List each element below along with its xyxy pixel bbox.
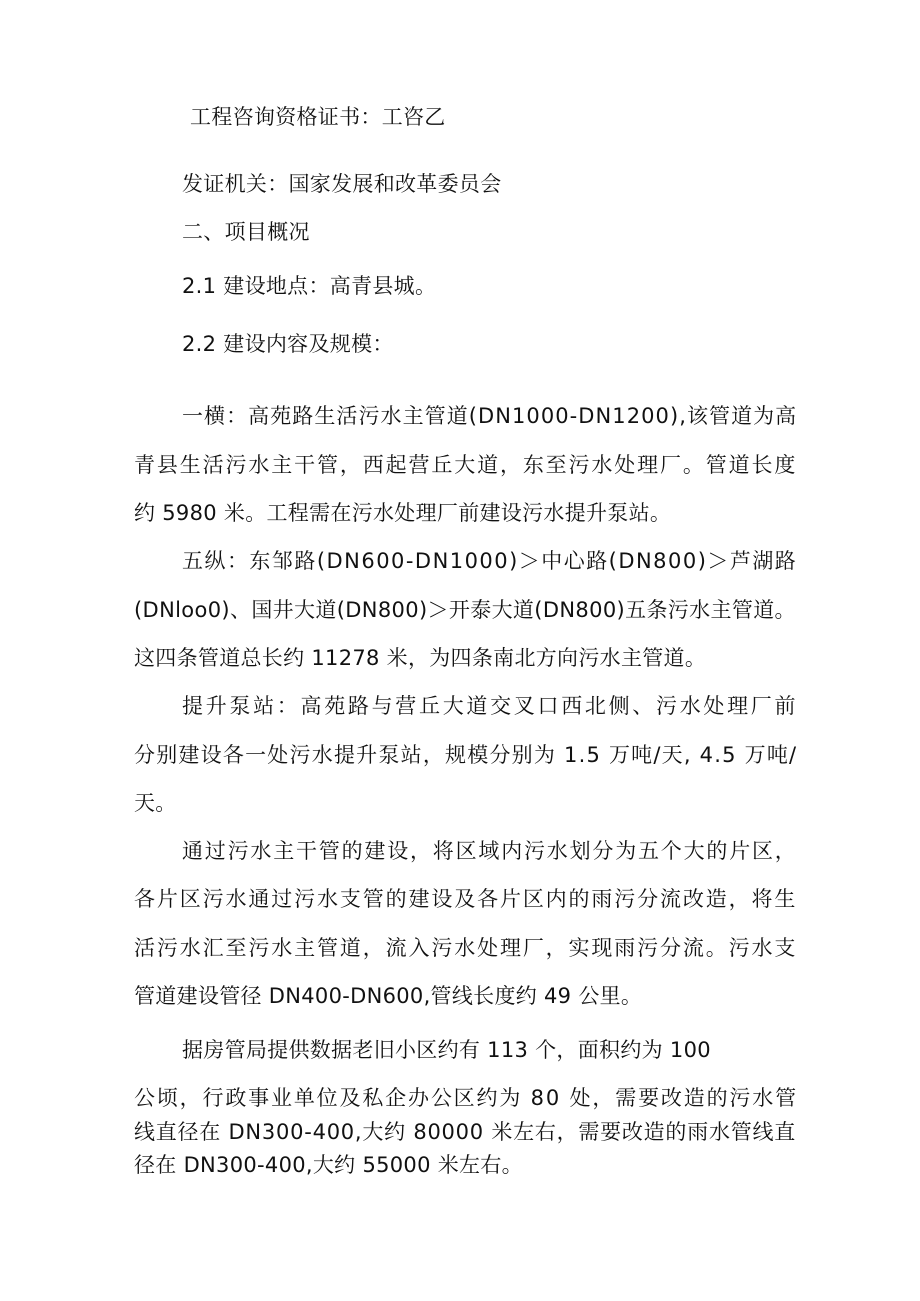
paragraph-line: 天。 [134,791,177,815]
item-2-1: 2.1 建设地点：高青县城。 [182,274,437,298]
paragraph-line: 各片区污水通过污水支管的建设及各片区内的雨污分流改造，将生 [134,887,798,911]
paragraph-line: 通过污水主干管的建设，将区域内污水划分为五个大的片区， [182,839,798,863]
paragraph-line: 这四条管道总长约 11278 米，为四条南北方向污水主管道。 [134,646,707,670]
paragraph-line: 提升泵站：高苑路与营丘大道交叉口西北侧、污水处理厂前 [182,694,799,718]
cert-line: 工程咨询资格证书：工咨乙 [190,105,446,129]
paragraph-line: 约 5980 米。工程需在污水处理厂前建设污水提升泵站。 [134,501,672,525]
paragraph-line: 分别建设各一处污水提升泵站，规模分别为 1.5 万吨/天, 4.5 万吨/ [134,743,798,767]
paragraph-line: 公顷，行政事业单位及私企办公区约为 80 处，需要改造的污水管 [134,1086,798,1110]
paragraph-line: 青县生活污水主干管，西起营丘大道，东至污水处理厂。管道长度 [134,453,798,477]
paragraph-line: 线直径在 DN300-400,大约 80000 米左右，需要改造的雨水管线直 [134,1120,796,1144]
paragraph-line: (DNloo0)、国井大道(DN800)＞开泰大道(DN800)五条污水主管道。 [134,598,796,622]
paragraph-line: 活污水汇至污水主管道，流入污水处理厂，实现雨污分流。污水支 [134,936,798,960]
issuer-line: 发证机关：国家发展和改革委员会 [182,172,502,196]
paragraph-line: 五纵：东邹路(DN600-DN1000)＞中心路(DN800)＞芦湖路 [182,549,798,573]
item-2-2: 2.2 建设内容及规模： [182,332,394,356]
paragraph-line: 据房管局提供数据老旧小区约有 113 个，面积约为 100 [182,1038,711,1062]
paragraph-line: 一横：高苑路生活污水主管道(DN1000-DN1200),该管道为高 [182,404,798,428]
section-title: 二、项目概况 [182,220,310,244]
paragraph-line: 径在 DN300-400,大约 55000 米左右。 [134,1153,523,1177]
paragraph-line: 管道建设管径 DN400-DN600,管线长度约 49 公里。 [134,984,643,1008]
